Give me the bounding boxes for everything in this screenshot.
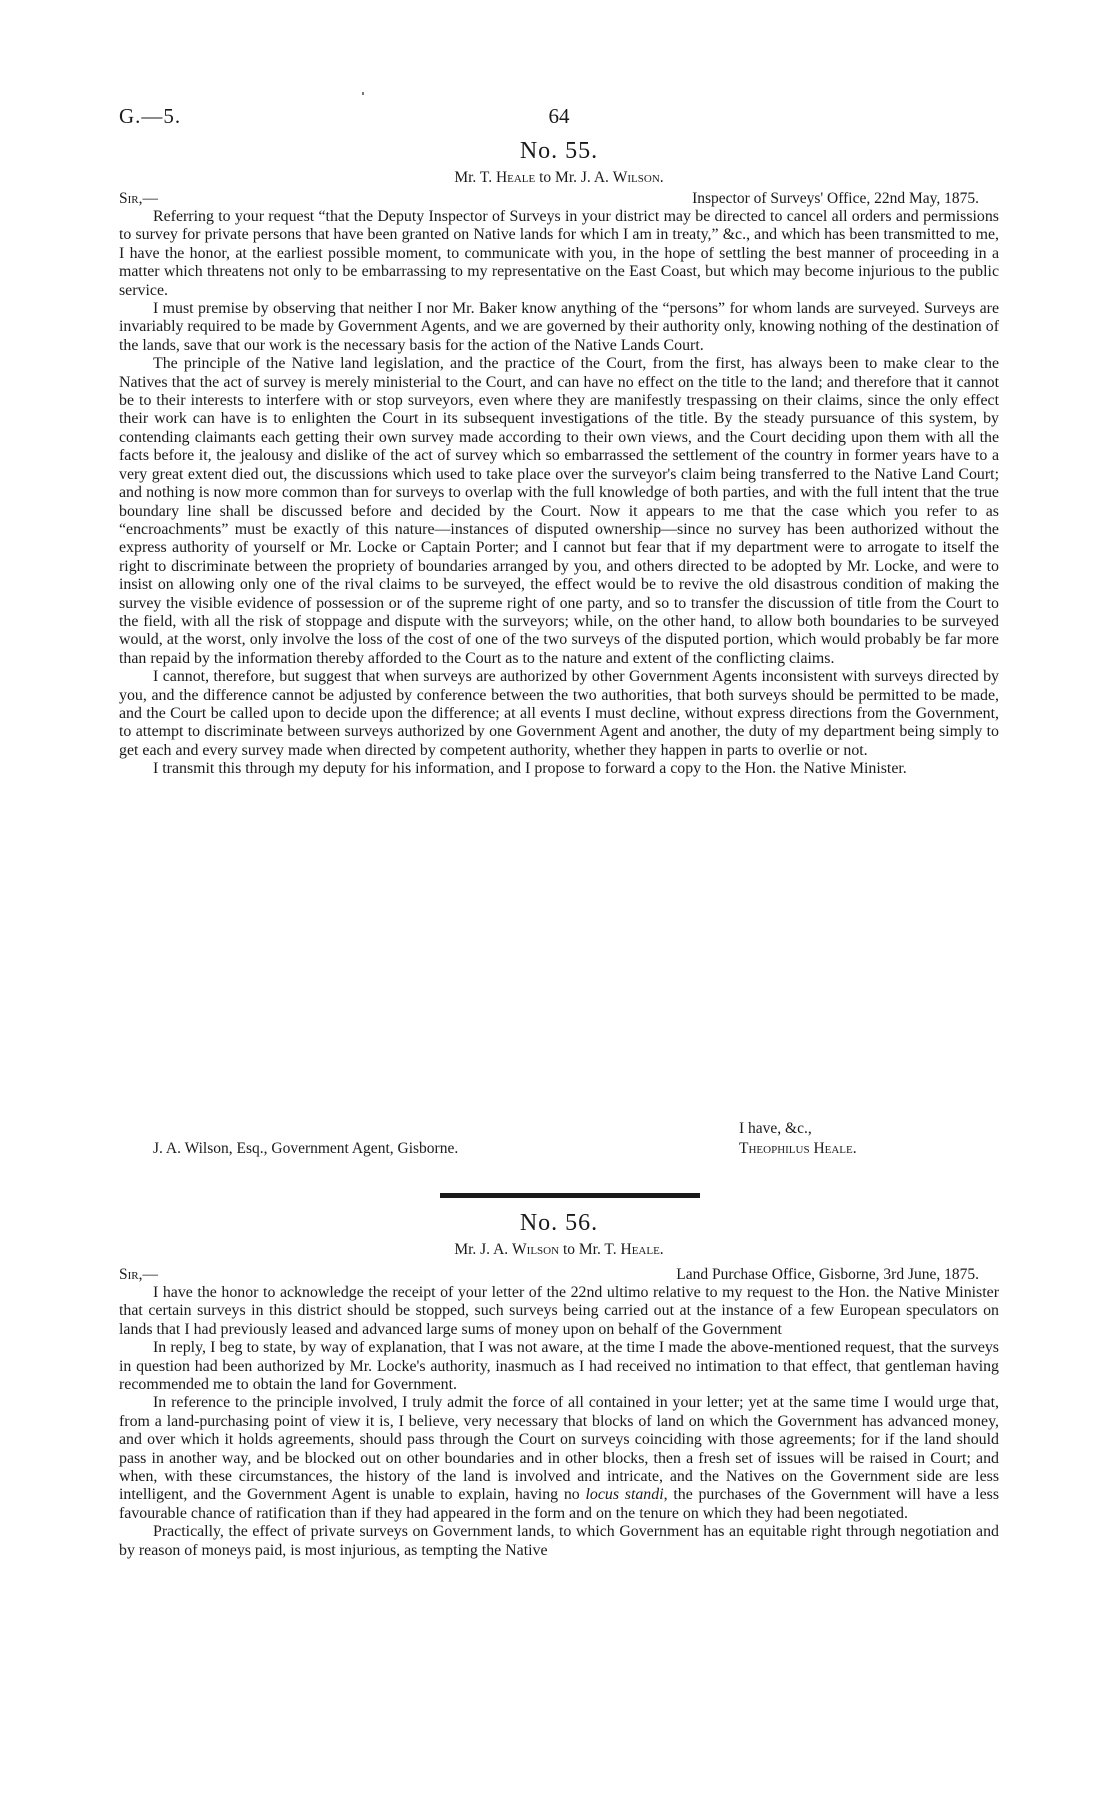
- letter-55-heading: No. 55.: [519, 138, 599, 164]
- letter-55-paragraph-4: I cannot, therefore, but suggest that when surveys are authorized by other Government Agents inconsistent with surveys directed by you, and the difference cannot be adjusted by conference between the two authorities, that both surveys should be permitted to be made, and the Court be called upon to decide upon the difference; at all events I must decline, without express directions from the Government, to attempt to discriminate between surveys authorized by one Government Agent and another, the duty of my department being simply to get each and every survey made when directed by competent authority, whether they happen in parts to overlie or not.: [119, 668, 999, 759]
- letter-56-paragraph-4: Practically, the effect of private surveys on Government lands, to which Government has an equitable right through negotiation and by reason of moneys paid, is most injurious, as tempting the Native: [119, 1523, 999, 1559]
- letter-55-paragraph-5: I transmit this through my deputy for his information, and I propose to forward a copy to the Hon. the Native Minister.: [153, 760, 907, 778]
- letter-55-sign-row: [119, 1140, 999, 1158]
- letter-56-salutation: Sir,—: [119, 1266, 158, 1283]
- letter-55-salutation: Sir,—: [119, 190, 158, 207]
- letter-56-place-date: Land Purchase Office, Gisborne, 3rd June, 1875.: [676, 1266, 979, 1283]
- letter-56-heading: No. 56.: [519, 1210, 599, 1236]
- section-divider: [440, 1193, 700, 1198]
- letter-56-from-to: Mr. J. A. Wilson to Mr. T. Heale.: [454, 1241, 664, 1258]
- letter-56-paragraph-1: I have the honor to acknowledge the receipt of your letter of the 22nd ultimo relative to my request to the Hon. the Native Minister that certain surveys in this district should be stopped, such surveys being carried out at the instance of a few European speculators on lands that I had previously leased and advanced large sums of money upon on behalf of the Government: [119, 1284, 999, 1338]
- letter-55-place-date: Inspector of Surveys' Office, 22nd May, 1875.: [692, 190, 979, 207]
- page-number: 64: [548, 104, 570, 128]
- letter-55-signature: Theophilus Heale.: [739, 1140, 857, 1157]
- page-header: [119, 104, 999, 132]
- letter-56-paragraph-3: In reference to the principle involved, I truly admit the force of all contained in your letter; yet at the same time I would urge that, from a land-purchasing point of view it is, I believe, very necessary that blocks of land on which the Government has advanced money, and over which it holds agreements, should pass through the Court on surveys coinciding with those agreements; for if the land should pass in another way, and be blocked out on other boundaries and in other blocks, then a fresh set of issues will be raised in Court; and when, with these circumstances, the history of the land is involved and intricate, and the Natives on the Government side are less intelligent, and the Government Agent is unable to explain, having no locus standi, the purchases of the Government will have a less favourable chance of ratification than if they had appeared in the form and on the tenure on which they had been negotiated.: [119, 1394, 999, 1522]
- letter-56-paragraph-2: In reply, I beg to state, by way of explanation, that I was not aware, at the time I made the above-mentioned request, that the surveys in question had been authorized by Mr. Locke's authority, inasmuch as I had received no intimation to that effect, that gentleman having recommended me to obtain the land for Government.: [119, 1339, 999, 1394]
- letter-55-body: [119, 208, 999, 779]
- letter-55-paragraph-1: Referring to your request “that the Deputy Inspector of Surveys in your district may be directed to cancel all orders and permissions to survey for private persons that have been granted on Native lands for which I am in treaty,” &c., and which has been transmitted to me, I have the honor, at the earliest possible moment, to communicate with you, in the hope of settling the best manner of proceeding in a matter which threatens not only to be embarrassing to my representative on the East Coast, but which may become injurious to the public service.: [119, 208, 999, 299]
- letter-55-paragraph-2: I must premise by observing that neither I nor Mr. Baker know anything of the “persons” for whom lands are surveyed. Surveys are invariably required to be made by Government Agents, and we are governed by their authority only, knowing nothing of the destination of the lands, save that our work is the necessary basis for the action of the Native Lands Court.: [119, 300, 999, 354]
- letter-55-paragraph-3: The principle of the Native land legislation, and the practice of the Court, from the first, has always been to make clear to the Natives that the act of survey is merely ministerial to the Court, and can have no effect on the title to the land; and therefore that it cannot be to their interests to interfere with or stop surveyors, even where they are manifestly trespassing on their claims, since the only effect their work can have is to enlighten the Court in its subsequent investigations of the title. By the steady pursuance of this system, by contending claimants each getting their own survey made according to their own views, and the Court deciding upon them with all the facts before it, the jealousy and dislike of the act of survey which so embarrassed the settlement of the country in former years have to a very great extent died out, the discussions which used to take place over the surveyor's claim being transferred to the Native Land Court; and nothing is now more common than for surveys to overlap with the full knowledge of both parties, and with the full intent that the true boundary line shall be discussed before and decided by the Court. Now it appears to me that the case which you refer to as “encroachments” must be exactly of this nature—instances of disputed ownership—since no survey has been authorized without the express authority of yourself or Mr. Locke or Captain Porter; and I cannot but fear that if my department were to arrogate to itself the right to discriminate between the propriety of boundaries arranged by you, and others directed to be adopted by Mr. Locke, and were to insist on allowing only one of the rival claims to be surveyed, the effect would be to revive the old disastrous condition of making the survey the visible evidence of possession or of the supreme right of one party, and so to transfer the discussion of title from the Court to the field, with all the risk of stoppage and dispute with the surveyors; while, on the other hand, to allow both boundaries to be surveyed would, at the worst, only involve the loss of the cost of one of the two surveys of the disputed portion, which would probably be far more than repaid by the information thereby afforded to the Court as to the nature and extent of the conflicting claims.: [119, 355, 999, 667]
- document-reference: G.—5.: [119, 104, 182, 128]
- letter-55-addressee: J. A. Wilson, Esq., Government Agent, Gisborne.: [153, 1140, 459, 1157]
- letter-56-body: [119, 1284, 999, 1560]
- latin-phrase: locus standi: [585, 1486, 664, 1504]
- scan-speck: [362, 92, 364, 95]
- letter-55-from-to: Mr. T. Heale to Mr. J. A. Wilson.: [454, 169, 664, 186]
- letter-55-closing: I have, &c.,: [739, 1120, 812, 1137]
